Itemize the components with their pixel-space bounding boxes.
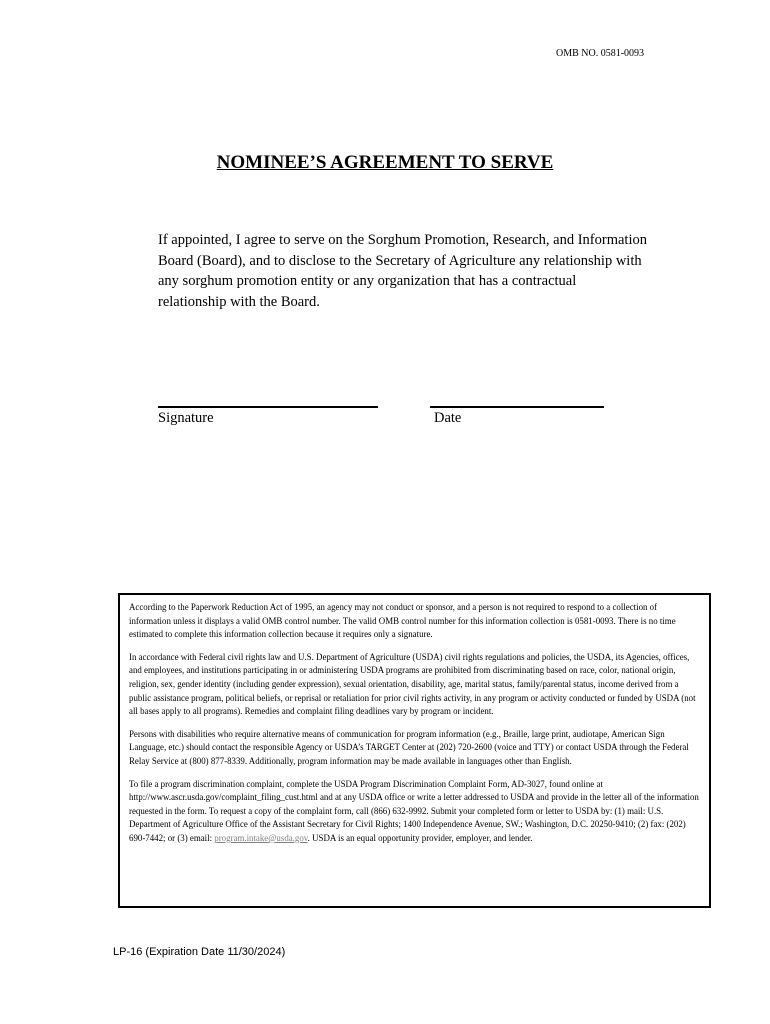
disabilities-notice: Persons with disabilities who require alternative means of communication for program information (e.g., Braille, large print, audiotape, American Sign Language, etc.) should contact the responsible Agency or USDA’s TARGET Center at (202) 720-2600 (voice and TTY) or contact USDA through the Federal Relay Service at (800) 877-8339. Additionally, program information may be made available in languages other than English. (129, 728, 689, 766)
page-title: NOMINEE’S AGREEMENT TO SERVE (216, 152, 554, 173)
date-label: Date (434, 410, 462, 426)
form-footer: LP-16 (Expiration Date 11/30/2024) (113, 946, 286, 958)
date-line[interactable] (430, 406, 604, 408)
legal-notice-box (118, 593, 711, 908)
complaint-text: To file a program discrimination complaint, complete the USDA Program Discrimination Complaint Form, AD-3027, found online at http://www.ascr.usda.gov/complaint_filing_cust.html and at any USDA office or write a letter addressed to USDA and provide in the letter all of the information requested in the form. To request a copy of the complaint form, call (866) 632-9992. Submit your completed form or letter to USDA by: (1) mail: U.S. Department of Agriculture Office of the Assistant Secretary for Civil Rights; 1400 Independence Avenue, SW.; Washington, D.C. 20250-9410; (2) fax: (202) 690-7442; or (3) email: (129, 778, 699, 843)
complaint-text-end: . USDA is an equal opportunity provider, employer, and lender. (307, 832, 533, 843)
email-link[interactable]: program.intake@usda.gov (214, 832, 308, 843)
agreement-statement: If appointed, I agree to serve on the Sorghum Promotion, Research, and Information Board (Board), and to disclose to the Secretary of Agriculture any relationship with any sorghum promotion entity or any organization that has a contractual relationship with the Board. (158, 232, 647, 310)
complaint-notice (129, 778, 700, 846)
civil-rights-notice: In accordance with Federal civil rights law and U.S. Department of Agriculture (USDA) civil rights regulations and policies, the USDA, its Agencies, offices, and employees, and institutions participating in or administering USDA programs are prohibited from discriminating based on race, color, national origin, religion, sex, gender identity (including gender expression), sexual orientation, disability, age, marital status, family/parental status, income derived from a public assistance program, political beliefs, or reprisal or retaliation for prior civil rights activity, in any program or activity conducted or funded by USDA (not all bases apply to all programs). Remedies and complaint filing deadlines vary by program or incident. (129, 651, 696, 717)
signature-line[interactable] (158, 406, 378, 408)
omb-number: OMB NO. 0581-0093 (556, 48, 645, 59)
paperwork-reduction-notice: According to the Paperwork Reduction Act of 1995, an agency may not conduct or sponsor, and a person is not required to respond to a collection of information unless it displays a valid OMB control number. The valid OMB control number for this information collection is 0581-0093. There is no time estimated to complete this information collection because it requires only a signature. (129, 602, 676, 640)
signature-label: Signature (158, 410, 214, 426)
